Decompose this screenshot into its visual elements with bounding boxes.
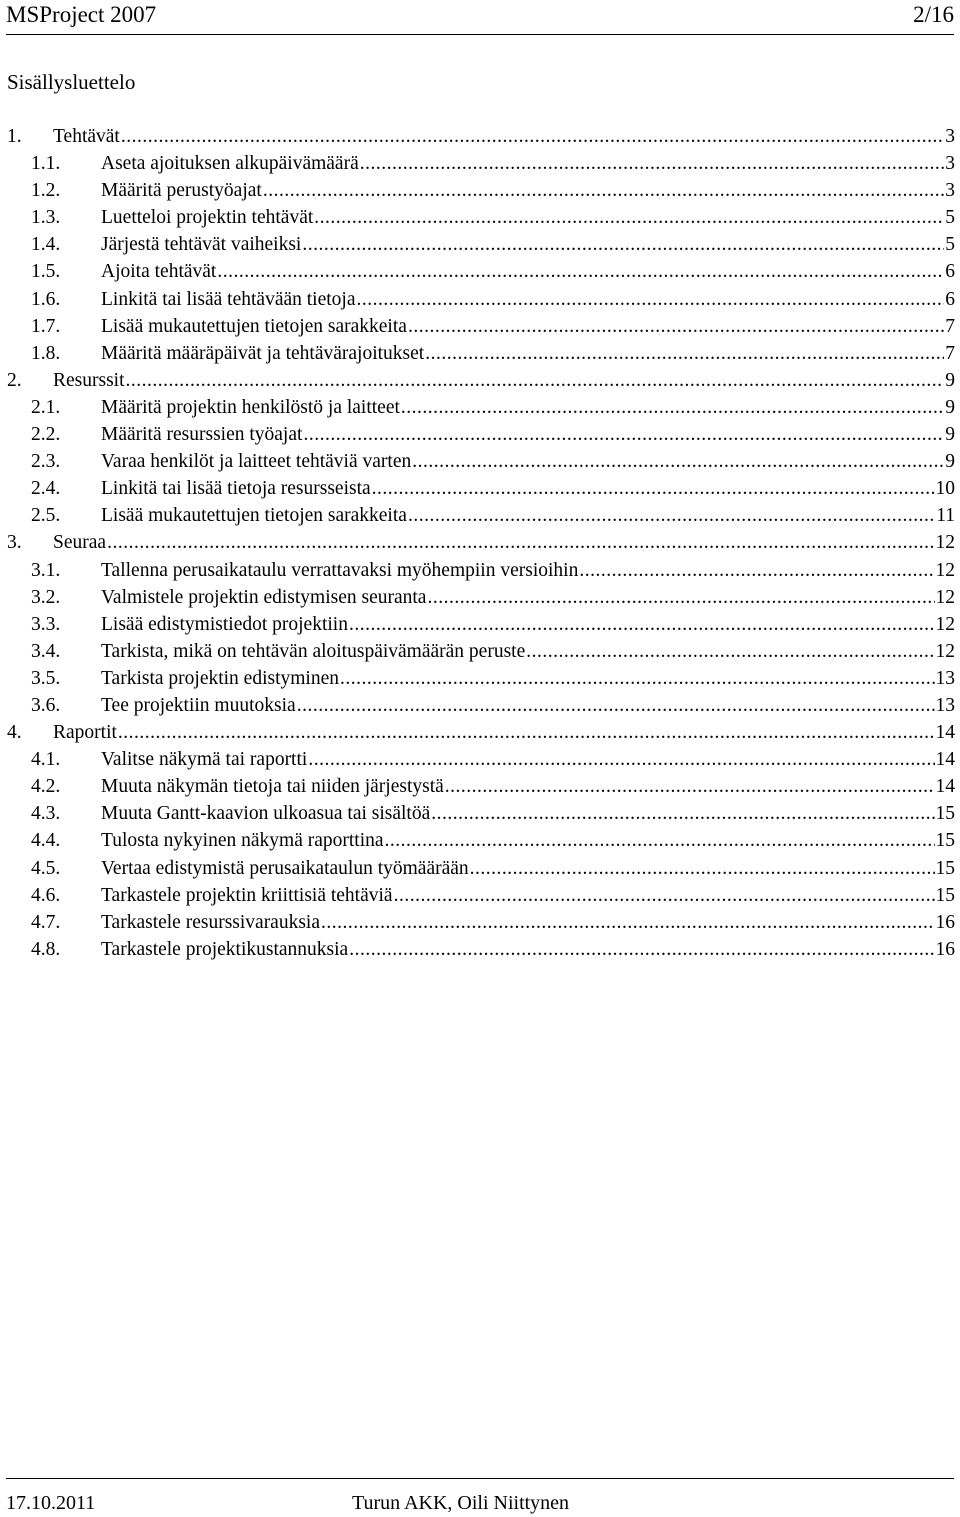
toc-entry-number: 1.3.	[31, 207, 61, 229]
toc-dot-leader	[425, 340, 944, 367]
toc-entry-title[interactable]: Määritä projektin henkilöstö ja laitteet	[101, 396, 400, 418]
toc-entry[interactable]	[7, 313, 955, 340]
toc-entry-number: 1.1.	[31, 153, 61, 175]
toc-entry-number: 3.2.	[31, 586, 61, 608]
toc-entry[interactable]	[7, 123, 955, 150]
toc-entry-page[interactable]: 13	[935, 667, 955, 689]
toc-entry-title[interactable]: Varaa henkilöt ja laitteet tehtäviä varten	[101, 451, 412, 473]
toc-entry[interactable]	[7, 475, 955, 502]
toc-entry-number: 2.2.	[31, 424, 61, 446]
toc-dot-leader	[445, 773, 935, 800]
toc-entry-page[interactable]: 12	[935, 559, 955, 581]
toc-entry-title[interactable]: Muuta näkymän tietoja tai niiden järjestystä	[101, 776, 444, 798]
toc-entry[interactable]	[7, 773, 955, 800]
document-title: MSProject 2007	[6, 2, 157, 27]
toc-entry-number: 1.7.	[31, 315, 61, 337]
page-footer	[6, 1478, 954, 1513]
toc-entry[interactable]	[7, 665, 955, 692]
toc-entry-number: 4.1.	[31, 749, 61, 771]
toc-entry-title[interactable]: Raportit	[53, 722, 117, 744]
toc-entry-title[interactable]: Tarkastele projektin kriittisiä tehtäviä	[101, 884, 393, 906]
toc-entry-title[interactable]: Resurssit	[53, 369, 125, 391]
toc-entry-number: 3.6.	[31, 694, 61, 716]
toc-entry-page[interactable]: 13	[935, 694, 955, 716]
toc-entry[interactable]	[7, 584, 955, 611]
toc-entry[interactable]	[7, 855, 955, 882]
toc-entry[interactable]	[7, 611, 955, 638]
toc-entry[interactable]	[7, 177, 955, 204]
toc-entry-page[interactable]: 9	[945, 451, 955, 473]
toc-entry-number: 3.5.	[31, 667, 61, 689]
toc-entry-number: 3.1.	[31, 559, 61, 581]
toc-dot-leader	[340, 665, 935, 692]
toc-entry-number: 4.6.	[31, 884, 61, 906]
toc-entry-title[interactable]: Tarkista projektin edistyminen	[101, 667, 339, 689]
toc-entry[interactable]	[7, 150, 955, 177]
toc-entry[interactable]	[7, 746, 955, 773]
toc-entry-title[interactable]: Muuta Gantt-kaavion ulkoasua tai sisältöä	[101, 803, 431, 825]
toc-dot-leader	[526, 638, 934, 665]
toc-entry-page[interactable]: 7	[945, 342, 955, 364]
toc-dot-leader	[308, 746, 934, 773]
toc-entry-page[interactable]: 6	[945, 288, 955, 310]
toc-entry[interactable]	[7, 502, 955, 529]
toc-dot-leader	[303, 421, 944, 448]
toc-dot-leader	[579, 557, 934, 584]
toc-entry-number: 2.4.	[31, 478, 61, 500]
toc-entry-page[interactable]: 3	[945, 180, 955, 202]
toc-entry[interactable]	[7, 827, 955, 854]
footer-date: 17.10.2011	[6, 1492, 96, 1514]
toc-entry-number: 4.4.	[31, 830, 61, 852]
table-of-contents	[7, 123, 955, 963]
toc-entry-page[interactable]: 14	[935, 776, 955, 798]
toc-entry-title[interactable]: Tulosta nykyinen näkymä raporttina	[101, 830, 384, 852]
toc-entry-title[interactable]: Tarkista, mikä on tehtävän aloituspäivämäärän peruste	[101, 640, 526, 662]
toc-dot-leader	[356, 286, 944, 313]
toc-dot-leader	[217, 258, 944, 285]
toc-entry[interactable]	[7, 204, 955, 231]
toc-entry-number: 3.4.	[31, 640, 61, 662]
toc-dot-leader	[349, 936, 934, 963]
toc-entry-page[interactable]: 5	[945, 207, 955, 229]
toc-entry-number: 4.2.	[31, 776, 61, 798]
toc-entry-page[interactable]: 9	[945, 424, 955, 446]
toc-entry-number: 4.5.	[31, 857, 61, 879]
toc-entry-title[interactable]: Tehtävät	[53, 126, 120, 147]
toc-entry-number: 3.	[7, 532, 22, 554]
toc-entry[interactable]	[7, 800, 955, 827]
toc-entry[interactable]	[7, 692, 955, 719]
toc-entry-page[interactable]: 3	[945, 126, 955, 147]
toc-entry-title[interactable]: Aseta ajoituksen alkupäivämäärä	[101, 153, 359, 175]
toc-entry-page[interactable]: 15	[935, 830, 955, 852]
toc-entry[interactable]	[7, 909, 955, 936]
toc-entry-number: 1.4.	[31, 234, 61, 256]
toc-entry-page[interactable]: 9	[945, 396, 955, 418]
toc-entry-page[interactable]: 7	[945, 315, 955, 337]
toc-dot-leader	[126, 367, 945, 394]
toc-entry-title[interactable]: Järjestä tehtävät vaiheiksi	[101, 234, 302, 256]
toc-entry-page[interactable]: 16	[935, 911, 955, 933]
toc-dot-leader	[321, 909, 934, 936]
toc-entry-page[interactable]: 14	[935, 722, 955, 744]
toc-entry[interactable]	[7, 529, 955, 556]
toc-dot-leader	[107, 529, 934, 556]
toc-entry-number: 1.5.	[31, 261, 61, 283]
toc-entry-number: 1.8.	[31, 342, 61, 364]
toc-entry-number: 3.3.	[31, 613, 61, 635]
toc-entry-number: 1.	[7, 126, 22, 147]
toc-entry-number: 2.	[7, 369, 22, 391]
toc-entry-number: 2.5.	[31, 505, 61, 527]
toc-entry-title[interactable]: Määritä määräpäivät ja tehtävärajoitukset	[101, 342, 425, 364]
toc-entry-title[interactable]: Lisää edistymistiedot projektiin	[101, 613, 348, 635]
toc-entry-title[interactable]: Ajoita tehtävät	[101, 261, 217, 283]
toc-dot-leader	[408, 502, 935, 529]
toc-dot-leader	[394, 882, 935, 909]
toc-dot-leader	[263, 177, 944, 204]
toc-dot-leader	[297, 692, 935, 719]
toc-entry[interactable]	[7, 638, 955, 665]
toc-entry-page[interactable]: 12	[935, 640, 955, 662]
toc-entry[interactable]	[7, 286, 955, 313]
toc-entry-page[interactable]: 16	[935, 938, 955, 960]
toc-entry-page[interactable]: 11	[936, 505, 955, 527]
toc-entry[interactable]	[7, 882, 955, 909]
toc-dot-leader	[412, 448, 944, 475]
toc-dot-leader	[401, 394, 944, 421]
toc-dot-leader	[121, 123, 944, 150]
toc-entry-page[interactable]: 10	[935, 478, 955, 500]
toc-dot-leader	[360, 150, 945, 177]
toc-entry-title[interactable]: Määritä perustyöajat	[101, 180, 262, 202]
toc-entry-page[interactable]: 3	[945, 153, 955, 175]
toc-entry-number: 2.1.	[31, 396, 61, 418]
toc-heading: Sisällysluettelo	[7, 70, 136, 94]
toc-entry-title[interactable]: Tarkastele projektikustannuksia	[101, 938, 349, 960]
toc-entry-page[interactable]: 12	[935, 613, 955, 635]
toc-entry[interactable]	[7, 231, 955, 258]
toc-entry-title[interactable]: Linkitä tai lisää tietoja resursseista	[101, 478, 371, 500]
toc-entry-title[interactable]: Tallenna perusaikataulu verrattavaksi myöhempiin versioihin	[101, 559, 579, 581]
toc-dot-leader	[349, 611, 935, 638]
toc-entry-page[interactable]: 12	[935, 586, 955, 608]
toc-entry-title[interactable]: Lisää mukautettujen tietojen sarakkeita	[101, 505, 407, 527]
toc-dot-leader	[408, 313, 944, 340]
toc-entry[interactable]	[7, 367, 955, 394]
toc-dot-leader	[372, 475, 935, 502]
toc-entry-title[interactable]: Tee projektiin muutoksia	[101, 694, 296, 716]
toc-entry[interactable]	[7, 936, 955, 963]
toc-entry-title[interactable]: Luetteloi projektin tehtävät	[101, 207, 314, 229]
toc-entry-title[interactable]: Linkitä tai lisää tehtävään tietoja	[101, 288, 356, 310]
toc-entry[interactable]	[7, 557, 955, 584]
toc-entry-number: 2.3.	[31, 451, 61, 473]
toc-entry[interactable]	[7, 340, 955, 367]
toc-entry-title[interactable]: Määritä resurssien työajat	[101, 424, 303, 446]
toc-entry-page[interactable]: 15	[935, 803, 955, 825]
footer-author: Turun AKK, Oili Niittynen	[352, 1492, 570, 1514]
toc-dot-leader	[314, 204, 944, 231]
toc-entry[interactable]	[7, 448, 955, 475]
toc-entry[interactable]	[7, 258, 955, 285]
toc-entry-page[interactable]: 9	[945, 369, 955, 391]
toc-entry-page[interactable]: 12	[935, 532, 955, 554]
toc-entry[interactable]	[7, 394, 955, 421]
toc-entry-title[interactable]: Seuraa	[53, 532, 107, 554]
toc-entry-number: 4.8.	[31, 938, 61, 960]
toc-dot-leader	[470, 855, 935, 882]
toc-entry-number: 4.	[7, 722, 22, 744]
toc-entry-page[interactable]: 15	[935, 857, 955, 879]
toc-entry-page[interactable]: 6	[945, 261, 955, 283]
page-number: 2/16	[913, 2, 954, 27]
toc-entry-page[interactable]: 15	[935, 884, 955, 906]
toc-entry[interactable]	[7, 421, 955, 448]
toc-dot-leader	[302, 231, 944, 258]
toc-dot-leader	[431, 800, 934, 827]
toc-entry-title[interactable]: Tarkastele resurssivarauksia	[101, 911, 321, 933]
toc-entry-number: 4.3.	[31, 803, 61, 825]
page-header	[6, 0, 954, 35]
toc-entry-page[interactable]: 14	[935, 749, 955, 771]
toc-entry-page[interactable]: 5	[945, 234, 955, 256]
toc-entry-title[interactable]: Valitse näkymä tai raportti	[101, 749, 308, 771]
toc-dot-leader	[385, 827, 935, 854]
toc-dot-leader	[427, 584, 934, 611]
toc-entry[interactable]	[7, 719, 955, 746]
toc-entry-title[interactable]: Vertaa edistymistä perusaikataulun työmäärään	[101, 857, 469, 879]
toc-entry-number: 4.7.	[31, 911, 61, 933]
toc-entry-title[interactable]: Valmistele projektin edistymisen seuranta	[101, 586, 427, 608]
toc-entry-title[interactable]: Lisää mukautettujen tietojen sarakkeita	[101, 315, 407, 337]
toc-dot-leader	[118, 719, 935, 746]
toc-entry-number: 1.2.	[31, 180, 61, 202]
toc-entry-number: 1.6.	[31, 288, 61, 310]
